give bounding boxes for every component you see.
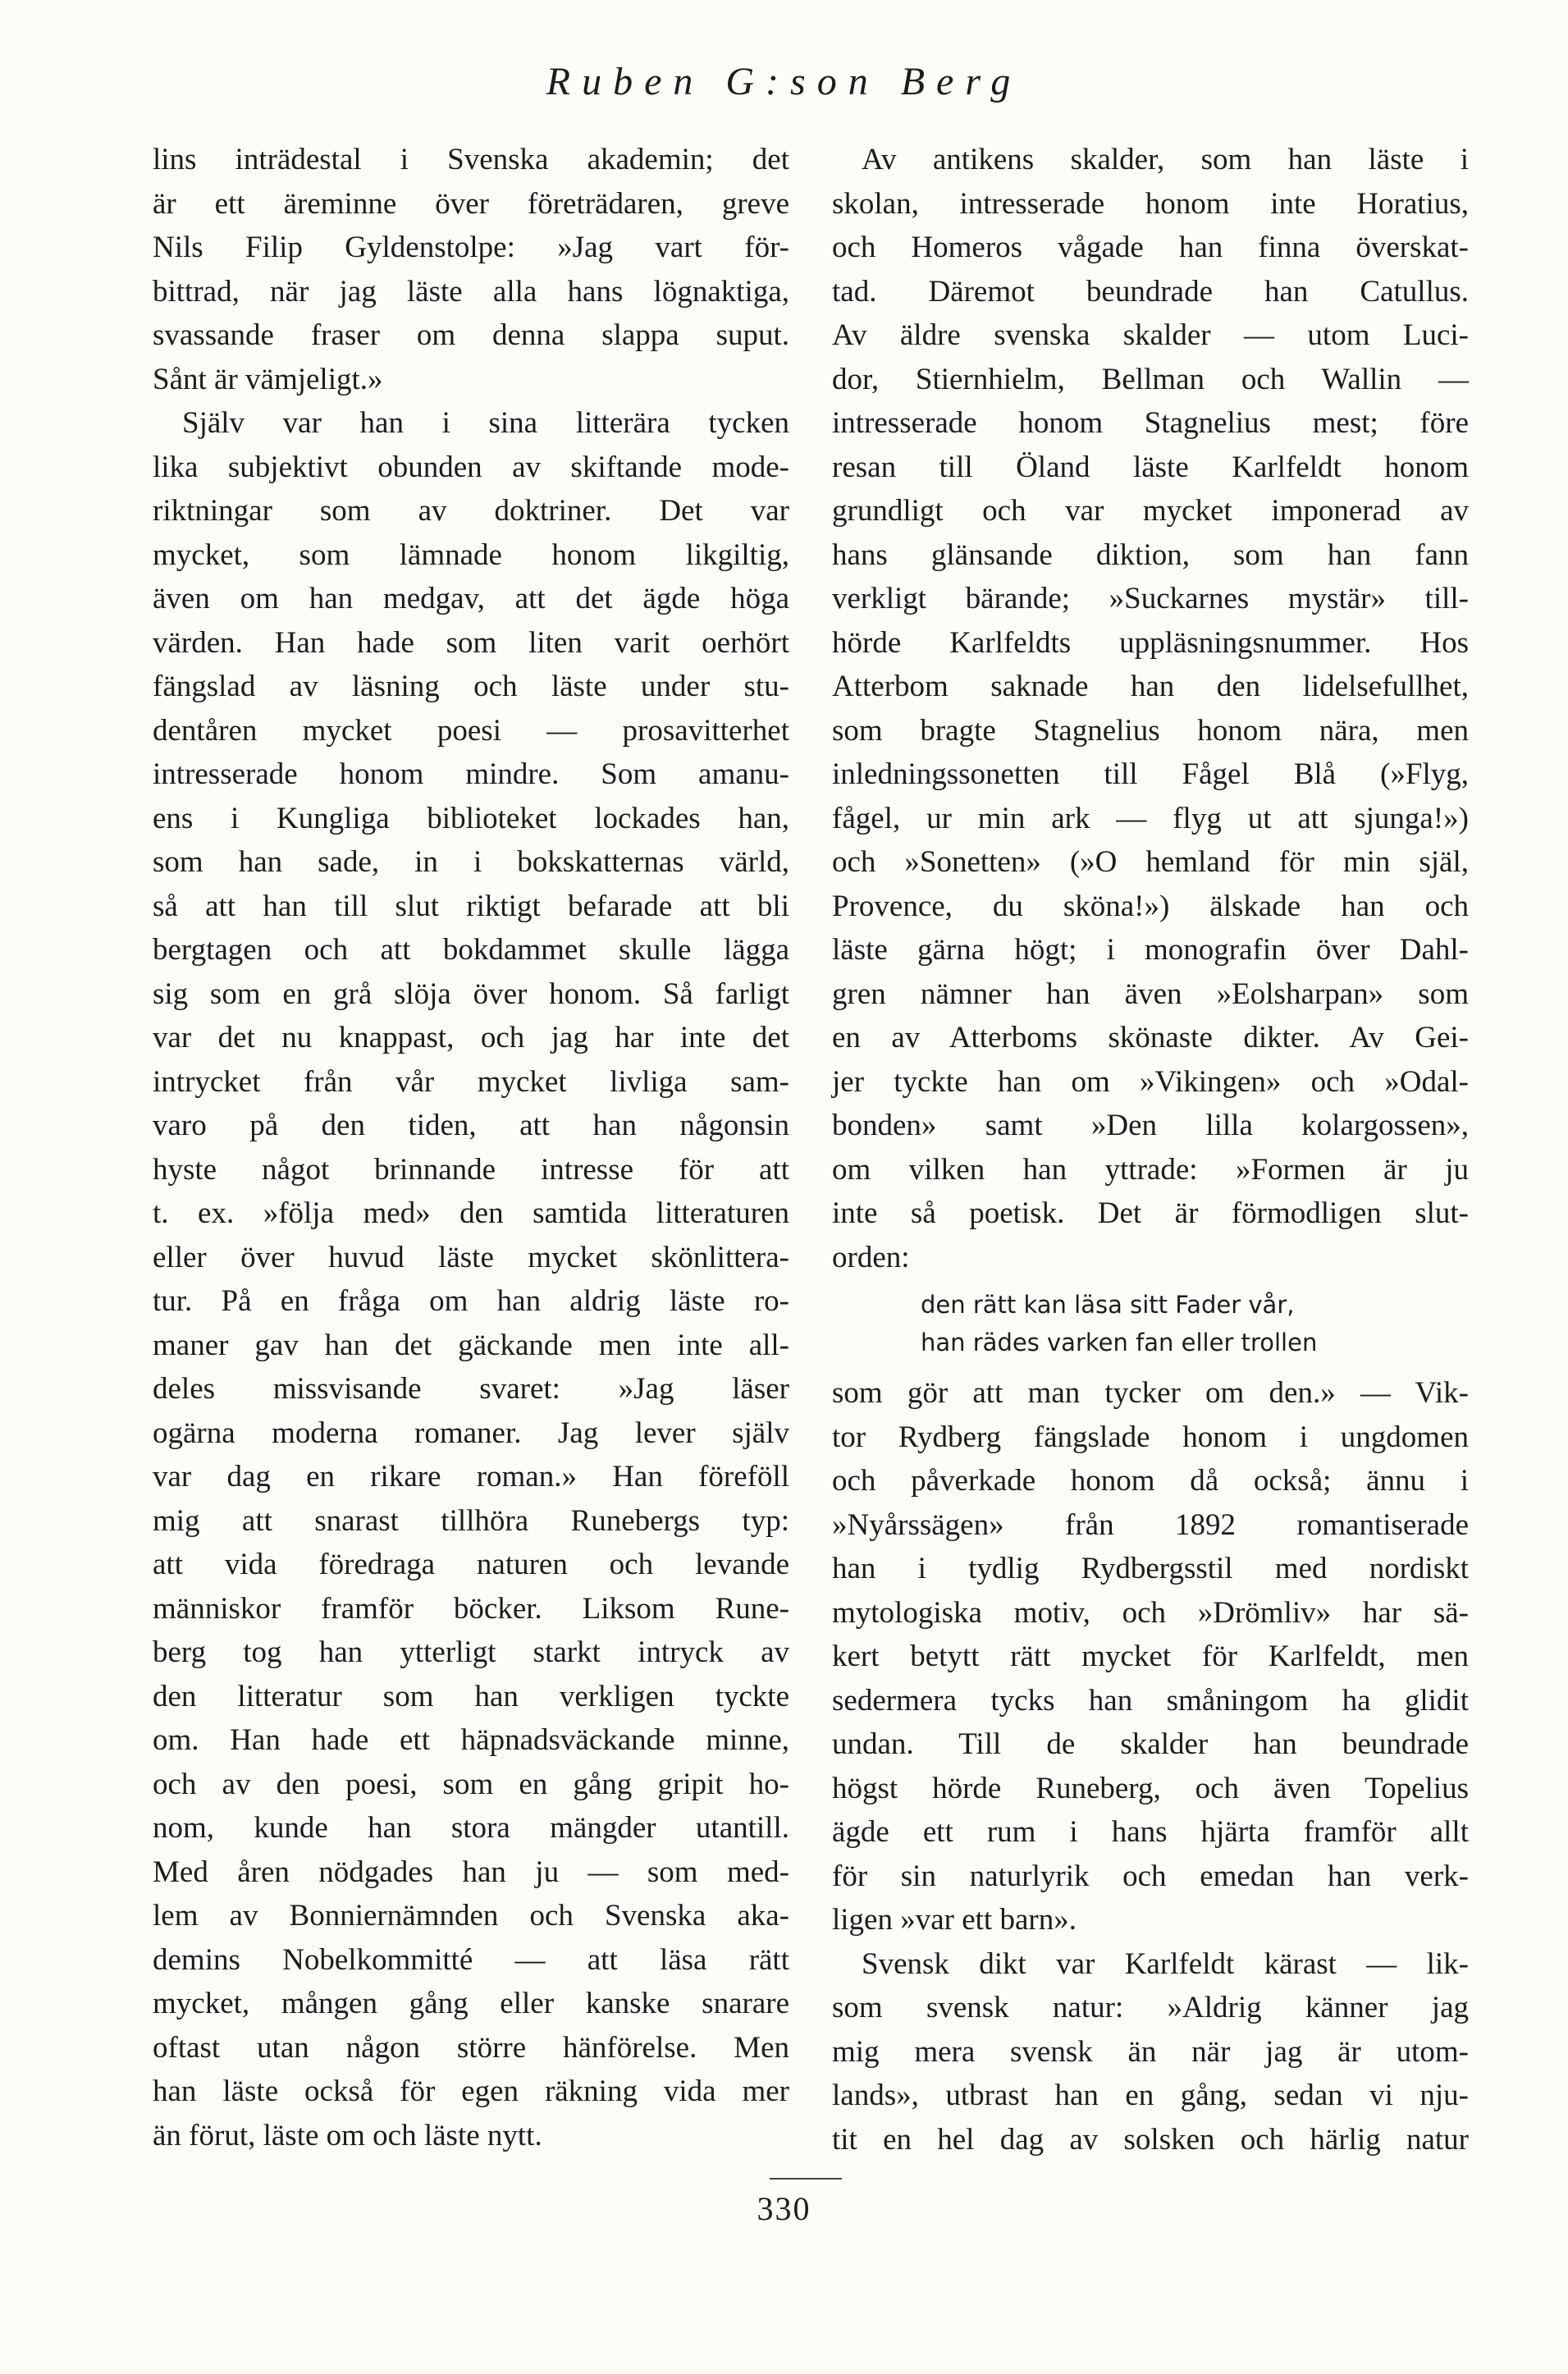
text-line: Av antikens skalder, som han läste i <box>862 143 1469 176</box>
text-line: som han sade, in i bokskatternas värld, <box>153 845 789 879</box>
text-line: lem av Bonniernämnden och Svenska aka- <box>153 1899 789 1933</box>
text-line: än förut, läste om och läste nytt. <box>153 2118 542 2152</box>
text-line: mycket, som lämnade honom likgiltig, <box>153 537 789 572</box>
left-column <box>153 138 789 2157</box>
text-line: sig som en grå slöja över honom. Så farligt <box>153 977 789 1011</box>
text-line: inledningssonetten till Fågel Blå (»Flyg, <box>832 757 1469 791</box>
text-line: dor, Stiernhielm, Bellman och Wallin — <box>832 362 1469 396</box>
text-line: och Homeros vågade han finna överskat- <box>832 231 1469 264</box>
text-line: maner gav han det gäckande men inte all- <box>153 1328 789 1362</box>
text-line: »Nyårssägen» från 1892 romantiserade <box>832 1507 1469 1542</box>
text-line: som svensk natur: »Aldrig känner jag <box>832 1991 1469 2024</box>
text-line: svassande fraser om denna slappa suput. <box>153 318 789 352</box>
right-column-top <box>832 138 1469 1279</box>
text-line: berg tog han ytterligt starkt intryck av <box>153 1635 789 1669</box>
text-line: intresserade honom Stagnelius mest; före <box>832 406 1469 440</box>
text-line: inte så poetisk. Det är förmodligen slut- <box>832 1196 1469 1230</box>
text-line: läste gärna högt; i monografin över Dahl- <box>832 933 1469 967</box>
text-line: människor framför böcker. Liksom Rune- <box>153 1591 789 1626</box>
text-line: bonden» samt »Den lilla kolargossen», <box>832 1109 1469 1142</box>
text-line: den litteratur som han verkligen tyckte <box>153 1679 789 1713</box>
text-line: jer tyckte han om »Vikingen» och »Odal- <box>832 1064 1469 1099</box>
text-line: som bragte Stagnelius honom nära, men <box>832 713 1469 748</box>
text-line: en av Atterboms skönaste dikter. Av Gei- <box>832 1021 1469 1054</box>
text-line: tit en hel dag av solsken och härlig natur <box>832 2122 1469 2157</box>
text-line: intrycket från vår mycket livliga sam- <box>153 1064 789 1099</box>
text-line: tor Rydberg fängslade honom i ungdomen <box>832 1420 1469 1454</box>
text-line: resan till Öland läste Karlfeldt honom <box>832 450 1469 484</box>
text-line: verkligt bärande; »Suckarnes mystär» till- <box>832 582 1469 615</box>
text-line: gren nämner han även »Eolsharpan» som <box>832 977 1469 1011</box>
text-line: mig mera svensk än när jag är utom- <box>832 2034 1469 2069</box>
text-line: ogärna moderna romaner. Jag lever själv <box>153 1416 789 1450</box>
text-line: grundligt och var mycket imponerad av <box>832 494 1469 528</box>
text-line: bergtagen och att bokdammet skulle lägga <box>153 933 789 967</box>
page-number: 330 <box>757 2190 811 2227</box>
text-line: varo på den tiden, att han någonsin <box>153 1109 789 1142</box>
text-line: hyste något brinnande intresse för att <box>153 1152 789 1187</box>
text-line: för sin naturlyrik och emedan han verk- <box>832 1859 1469 1893</box>
text-line: och av den poesi, som en gång gripit ho- <box>153 1767 789 1801</box>
text-line: så att han till slut riktigt befarade att bli <box>153 889 789 923</box>
text-line: mytologiska motiv, och »Drömliv» har sä- <box>832 1595 1469 1630</box>
text-line: var det nu knappast, och jag har inte det <box>153 1021 789 1054</box>
text-line: demins Nobelkommitté — att läsa rätt <box>153 1942 789 1977</box>
text-line: skolan, intresserade honom inte Horatius, <box>832 186 1469 221</box>
text-line: mycket, mången gång eller kanske snarare <box>153 1987 789 2020</box>
text-line: högst hörde Runeberg, och även Topelius <box>832 1771 1469 1805</box>
text-line: hörde Karlfeldts uppläsningsnummer. Hos <box>832 625 1469 660</box>
text-line: kert betytt rätt mycket för Karlfeldt, men <box>832 1640 1469 1673</box>
text-line: han läste också för egen räkning vida mer <box>153 2074 789 2108</box>
text-line: dentåren mycket poesi — prosavitterhet <box>153 713 789 748</box>
text-line: sedermera tycks han småningom ha glidit <box>832 1683 1469 1718</box>
text-line: orden: <box>832 1240 910 1274</box>
text-line: även om han medgav, att det ägde höga <box>153 582 789 615</box>
text-line: Av äldre svenska skalder — utom Luci- <box>832 318 1469 352</box>
text-line: tur. På en fråga om han aldrig läste ro- <box>153 1284 789 1318</box>
text-line: Sånt är vämjeligt.» <box>153 362 383 396</box>
text-line: fågel, ur min ark — flyg ut att sjunga!») <box>832 801 1469 835</box>
text-line: deles missvisande svaret: »Jag läser <box>153 1372 789 1406</box>
text-line: Med åren nödgades han ju — som med- <box>153 1855 789 1889</box>
text-line: var dag en rikare roman.» Han föreföll <box>153 1460 789 1493</box>
verse-quote <box>921 1286 1469 1361</box>
text-line: bittrad, när jag läste alla hans lögnaktiga, <box>153 274 789 309</box>
text-line: tad. Däremot beundrade han Catullus. <box>832 274 1469 309</box>
text-line: värden. Han hade som liten varit oerhört <box>153 625 789 660</box>
verse-line: den rätt kan läsa sitt Fader vår, <box>921 1291 1295 1319</box>
text-line: eller över huvud läste mycket skönlittera- <box>153 1240 789 1274</box>
text-line: intresserade honom mindre. Som amanu- <box>153 757 789 791</box>
text-line: han i tydlig Rydbergsstil med nordiskt <box>832 1552 1469 1585</box>
text-line: Nils Filip Gyldenstolpe: »Jag vart för- <box>153 231 789 264</box>
text-line: hans glänsande diktion, som han fann <box>832 537 1469 572</box>
text-line: och »Sonetten» (»O hemland för min själ, <box>832 845 1469 879</box>
text-line: Atterbom saknade han den lidelsefullhet, <box>832 670 1469 703</box>
running-head: Ruben G:son Berg <box>546 60 1022 103</box>
verse-line: han rädes varken fan eller trollen <box>921 1329 1318 1356</box>
text-line: ligen »var ett barn». <box>832 1903 1077 1937</box>
text-line: t. ex. »följa med» den samtida litteraturen <box>153 1196 789 1230</box>
text-line: lins inträdestal i Svenska akademin; det <box>153 143 789 176</box>
text-line: fängslad av läsning och läste under stu- <box>153 670 789 703</box>
text-line: undan. Till de skalder han beundrade <box>832 1727 1469 1761</box>
text-line: lika subjektivt obunden av skiftande mode- <box>153 450 789 484</box>
text-line: Provence, du sköna!») älskade han och <box>832 889 1469 923</box>
text-line: mig att snarast tillhöra Runebergs typ: <box>153 1503 789 1538</box>
right-column <box>832 138 1469 2161</box>
text-line: om. Han hade ett häpnadsväckande minne, <box>153 1723 789 1757</box>
text-line: som gör att man tycker om den.» — Vik- <box>832 1376 1469 1410</box>
text-line: nom, kunde han stora mängder utantill. <box>153 1811 789 1845</box>
text-line: ens i Kungliga biblioteket lockades han, <box>153 801 789 835</box>
text-line: oftast utan någon större hänförelse. Men <box>153 2030 789 2065</box>
text-line: Själv var han i sina litterära tycken <box>182 406 789 440</box>
text-line: är ett äreminne över företrädaren, greve <box>153 186 789 221</box>
page-number-rule <box>770 2178 842 2180</box>
text-line: lands», utbrast han en gång, sedan vi nju- <box>832 2079 1469 2112</box>
text-line: och påverkade honom då också; ännu i <box>832 1464 1469 1498</box>
text-line: om vilken han yttrade: »Formen är ju <box>832 1152 1469 1187</box>
text-line: riktningar som av doktriner. Det var <box>153 494 789 528</box>
text-line: ägde ett rum i hans hjärta framför allt <box>832 1815 1469 1849</box>
right-column-bottom <box>832 1371 1469 2161</box>
text-line: att vida föredraga naturen och levande <box>153 1548 789 1581</box>
text-line: Svensk dikt var Karlfeldt kärast — lik- <box>862 1946 1469 1981</box>
